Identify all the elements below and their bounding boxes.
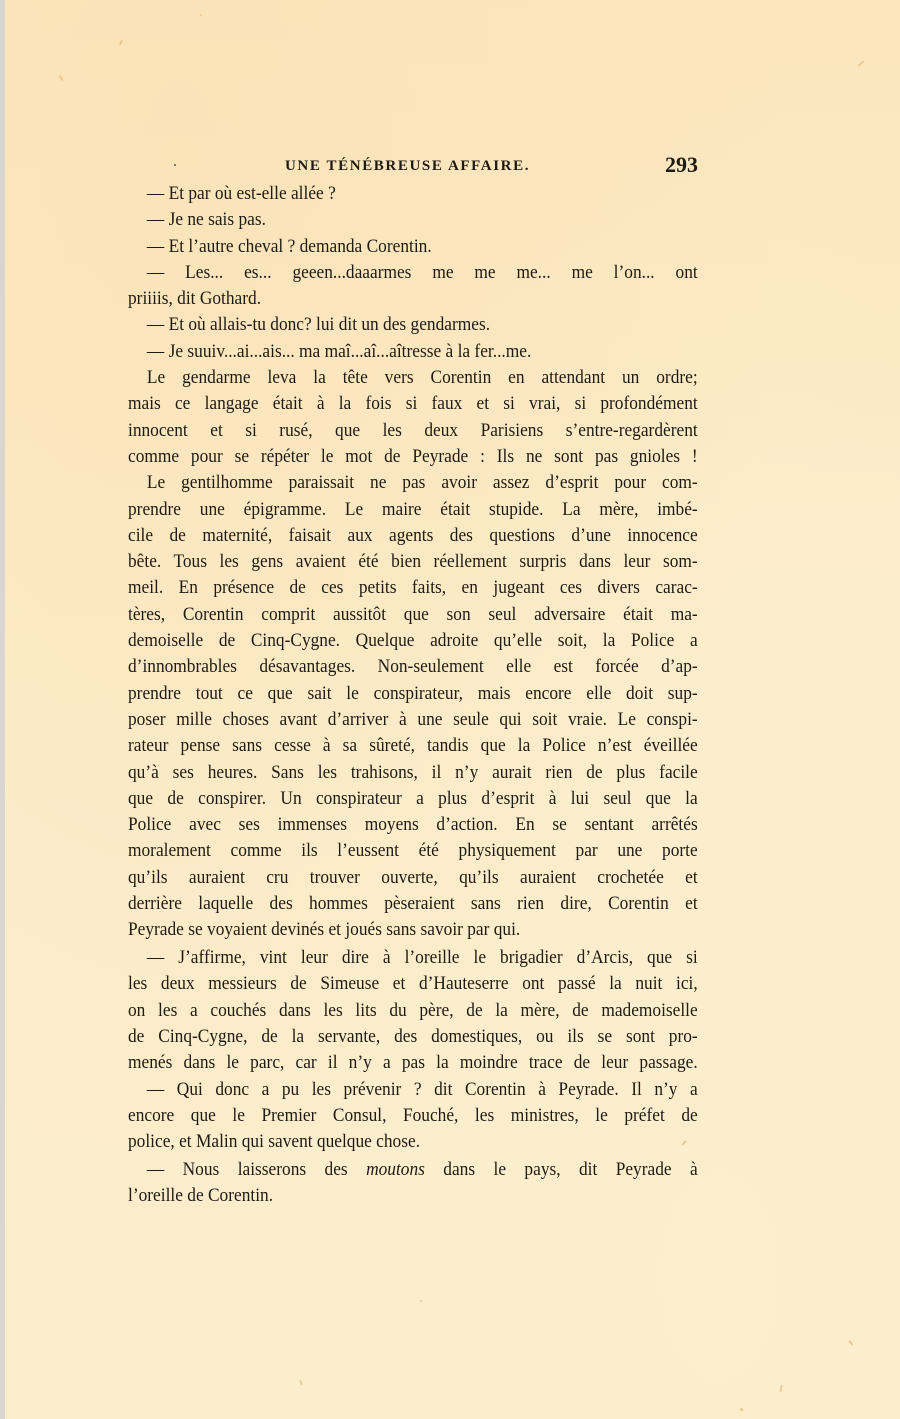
paper-speck — [119, 40, 123, 45]
text-line: les deux messieurs de Simeuse et d’Hauteserre ont passé la nuit ici, — [128, 973, 698, 995]
text-line: poser mille choses avant d’arriver à une seule qui soit vraie. Le conspi- — [128, 708, 698, 730]
text-line: — Et l’autre cheval ? demanda Corentin. — [146, 235, 432, 257]
text-line: Le gendarme leva la tête vers Corentin en attendant un ordre; — [146, 367, 698, 389]
page-number: 293 — [665, 152, 698, 177]
text-line: mais ce langage était à la fois si faux et si vrai, si profondément — [128, 393, 698, 415]
text-line: — Qui donc a pu les prévenir ? dit Corentin à Peyrade. Il n’y a — [146, 1078, 698, 1100]
paper-speck — [299, 1380, 303, 1385]
text-line: — Les... es... geeen...daaarmes me me me... me l’on... ont — [146, 261, 698, 283]
paper-speck — [740, 1408, 743, 1411]
paper-speck — [200, 14, 202, 16]
text-line: on les a couchés dans les lits du père, de la mère, de mademoiselle — [128, 999, 698, 1021]
text-line: derrière laquelle des hommes pèseraient sans rien dire, Corentin et — [128, 893, 698, 915]
text-line: priiiis, dit Gothard. — [128, 288, 262, 310]
text-line: Le gentilhomme paraissait ne pas avoir assez d’esprit pour com- — [146, 472, 698, 494]
text-line: Peyrade se voyaient devinés et joués sans savoir par qui. — [128, 919, 521, 941]
text-line: prendre tout ce que sait le conspirateur, mais encore elle doit sup- — [128, 682, 698, 704]
text-line: moralement comme ils l’eussent été physiquement par une porte — [128, 840, 698, 862]
scan-edge — [0, 0, 5, 1419]
running-head-title: UNE TÉNÉBREUSE AFFAIRE. — [285, 158, 531, 174]
paper-speck — [59, 75, 64, 81]
text-line: qu’ils auraient cru trouver ouverte, qu’ils auraient crochetée et — [128, 866, 698, 888]
text-line: — Je ne sais pas. — [146, 209, 266, 231]
text-line: que de conspirer. Un conspirateur a plus d’esprit à lui seul que la — [128, 787, 698, 809]
text-run: — Nous laisserons des — [146, 1158, 367, 1180]
ink-speck — [174, 164, 176, 166]
text-line: cile de maternité, faisait aux agents des questions d’une innocence — [128, 524, 698, 546]
running-head — [128, 154, 698, 178]
text-line: — J’affirme, vint leur dire à l’oreille le brigadier d’Arcis, que si — [146, 947, 698, 969]
text-line: Police avec ses immenses moyens d’action. En se sentant arrêtés — [128, 814, 698, 836]
text-line: prendre une épigramme. Le maire était stupide. La mère, imbé- — [128, 498, 698, 520]
text-line: encore que le Premier Consul, Fouché, les ministres, le préfet de — [128, 1104, 698, 1126]
text-line: de Cinq-Cygne, de la servante, des domestiques, ou ils se sont pro- — [128, 1026, 698, 1047]
text-line: qu’à ses heures. Sans les trahisons, il n’y aurait rien de plus facile — [128, 761, 698, 783]
text-line: police, et Malin qui savent quelque chose. — [128, 1131, 421, 1153]
text-line: demoiselle de Cinq-Cygne. Quelque adroite qu’elle soit, la Police a — [128, 630, 698, 652]
paper-speck — [420, 1300, 422, 1302]
text-line — [128, 1157, 698, 1183]
text-line: innocent et si rusé, que les deux Parisiens s’entre-regardèrent — [128, 419, 698, 441]
italic-word: moutons — [366, 1158, 425, 1180]
text-line: rateur pense sans cesse à sa sûreté, tandis que la Police n’est éveillée — [128, 735, 698, 757]
text-line: — Je suuiv...ai...ais... ma maî...aî...aîtresse à la fer...me. — [146, 340, 532, 362]
text-run: dans le pays, dit Peyrade à — [424, 1158, 698, 1180]
text-line: l’oreille de Corentin. — [128, 1185, 274, 1207]
paper-speck — [858, 60, 865, 66]
paper-speck — [848, 1340, 853, 1346]
text-line: bête. Tous les gens avaient été bien réellement surpris dans leur som- — [128, 551, 698, 573]
text-line: comme pour se répéter le mot de Peyrade : Ils ne sont pas gnioles ! — [128, 445, 698, 467]
text-line: — Et par où est-elle allée ? — [146, 183, 336, 204]
text-line: menés dans le parc, car il n’y a pas la moindre trace de leur passage. — [128, 1052, 698, 1074]
text-line: meil. En présence de ces petits faits, en jugeant ces divers carac- — [128, 577, 698, 599]
text-line: tères, Corentin comprit aussitôt que son seul adversaire était ma- — [128, 603, 698, 625]
text-line: d’innombrables désavantages. Non-seulement elle est forcée d’ap- — [128, 656, 698, 678]
text-line: — Et où allais-tu donc? lui dit un des gendarmes. — [146, 314, 491, 336]
paper-speck — [779, 1385, 782, 1392]
body-text — [128, 181, 698, 1210]
